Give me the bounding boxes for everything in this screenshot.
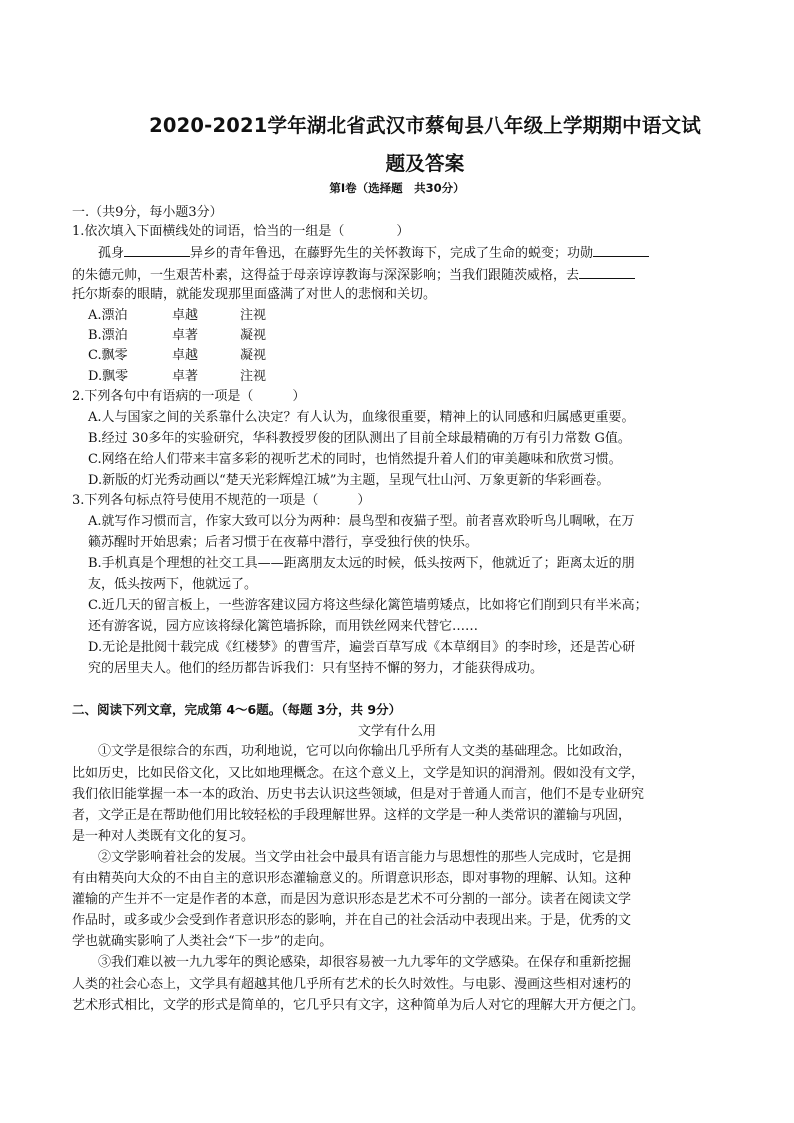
q3-option-b-line1: B.手机真是个理想的社交工具——距离朋友太远的时候，低头按两下，他就近了；距离太近的朋 (88, 556, 635, 571)
q1-option-d-word3: 注视 (240, 369, 267, 384)
q1-option-c-word2: 卓越 (172, 348, 199, 363)
q3-option-a-line2: 籁苏醒时开始思索；后者习惯于在夜幕中潜行，享受独行侠的快乐。 (88, 535, 479, 550)
document-title-line-1: 2020-2021学年湖北省武汉市蔡甸县八年级上学期期中语文试 (149, 114, 701, 137)
volume-subtitle: 第Ⅰ卷（选择题 共30分） (329, 181, 465, 195)
q1-stem: 1.依次填入下面横线处的词语，恰当的一组是（ ） (72, 224, 410, 239)
fill-blank (124, 242, 190, 257)
article-title: 文学有什么用 (357, 724, 436, 739)
fill-blank (593, 242, 649, 257)
q1-passage-line-2 (72, 264, 722, 286)
q1-text-c: 的朱德元帅，一生艰苦朴素，这得益于母亲谆谆教诲与深深影响；当我们跟随茨威格，去 (72, 268, 580, 283)
q1-option-a-word1: A.漂泊 (88, 308, 128, 323)
q3-option-c-line2: 还有游客说，园方应该将绿化篱笆墙拆除，而用铁丝网来代替它…… (88, 619, 479, 634)
section-one-heading: 一.（共9分，每小题3分） (72, 205, 223, 220)
q1-passage-line-3: 托尔斯泰的眼睛，就能发现那里面盛满了对世人的悲悯和关切。 (72, 287, 437, 302)
q1-option-b-word2: 卓著 (172, 328, 199, 343)
q1-text-b: 异乡的青年鲁迅，在藤野先生的关怀教诲下，完成了生命的蜕变；功勋 (190, 246, 594, 261)
para3-line-3: 艺术形式相比，文学的形式是简单的，它几乎只有文字，这种简单为后人对它的理解大开方便之门。 (72, 998, 645, 1013)
q2-option-b: B.经过 30多年的实验研究，华科教授罗俊的团队测出了目前全球最精确的万有引力常数 G值。 (88, 431, 631, 446)
para1-line-2: 比如历史，比如民俗文化，又比如地理概念。在这个意义上，文学是知识的润滑剂。假如没有文学， (72, 766, 645, 781)
para2-line-5: 学也就确实影响了人类社会“下一步”的走向。 (72, 934, 333, 949)
fill-blank (579, 264, 635, 279)
q2-option-d: D.新版的灯光秀动画以“楚天光彩辉煌江城”为主题，呈现气壮山河、万象更新的华彩画卷。 (88, 473, 610, 488)
para1-line-5: 是一种对人类既有文化的复习。 (72, 829, 255, 844)
q3-option-c-line1: C.近几天的留言板上，一些游客建议园方将这些绿化篱笆墙剪矮点，比如将它们削到只有半米高； (88, 598, 648, 613)
q1-option-d-word2: 卓著 (172, 369, 199, 384)
para3-line-2: 人类的社会心态上，文学具有超越其他几乎所有艺术的长久时效性。与电影、漫画这些相对速朽的 (72, 977, 632, 992)
q1-option-d-word1: D.飘零 (88, 369, 129, 384)
q3-option-a-line1: A.就写作习惯而言，作家大致可以分为两种：晨鸟型和夜猫子型。前者喜欢聆听鸟儿啁啾，在万 (88, 514, 635, 529)
q3-option-d-line1: D.无论是批阅十载完成《红楼梦》的曹雪芹，遍尝百草写成《本草纲目》的李时珍，还是苦心研 (88, 640, 636, 655)
para3-line-1: ③我们难以被一九九零年的舆论感染，却很容易被一九九零年的文学感染。在保存和重新挖掘 (98, 955, 632, 970)
q2-option-a: A.人与国家之间的关系靠什么决定？有人认为，血缘很重要，精神上的认同感和归属感更重要。 (88, 410, 635, 425)
q2-stem: 2.下列各句中有语病的一项是（ ） (72, 389, 306, 404)
para1-line-3: 我们依旧能掌握一本一本的政治、历史书去认识这些领域，但是对于普通人而言，他们不是专业研究 (72, 787, 645, 802)
q2-option-c: C.网络在给人们带来丰富多彩的视听艺术的同时，也悄然提升着人们的审美趣味和欣赏习惯。 (88, 452, 622, 467)
section-two-heading: 二、阅读下列文章，完成第 4～6题。（每题 3分，共 9分） (72, 702, 402, 717)
para2-line-1: ②文学影响着社会的发展。当文学由社会中最具有语言能力与思想性的那些人完成时，它是拥 (98, 850, 632, 865)
para2-line-2: 有由精英向大众的不由自主的意识形态灌输意义的。所谓意识形态，即对事物的理解、认知。这种 (72, 871, 632, 886)
q3-option-b-line2: 友，低头按两下，他就远了。 (88, 577, 258, 592)
q1-option-a-word2: 卓越 (172, 308, 199, 323)
q1-passage-line-1 (98, 242, 748, 264)
q1-option-a-word3: 注视 (240, 308, 267, 323)
document-title-line-2: 题及答案 (385, 152, 465, 175)
q1-option-b-word3: 凝视 (240, 328, 267, 343)
para1-line-1: ①文学是很综合的东西，功利地说，它可以向你输出几乎所有人文类的基础理念。比如政治， (98, 744, 632, 759)
para2-line-4: 作品时，或多或少会受到作者意识形态的影响，并在自己的社会活动中表现出来。于是，优秀的文 (72, 913, 632, 928)
q1-option-c-word3: 凝视 (240, 348, 267, 363)
para1-line-4: 者，文学正是在帮助他们用比较轻松的手段理解世界。这样的文学是一种人类常识的灌输与巩固， (72, 808, 632, 823)
q3-stem: 3.下列各句标点符号使用不规范的一项是（ ） (72, 493, 371, 508)
q3-option-d-line2: 究的居里夫人。他们的经历都告诉我们：只有坚持不懈的努力，才能获得成功。 (88, 661, 544, 676)
q1-option-c-word1: C.飘零 (88, 348, 128, 363)
para2-line-3: 灌输的产生并不一定是作者的本意，而是因为意识形态是艺术不可分割的一部分。读者在阅读文学 (72, 892, 632, 907)
q1-option-b-word1: B.漂泊 (88, 328, 128, 343)
q1-text-a: 孤身 (98, 246, 125, 261)
